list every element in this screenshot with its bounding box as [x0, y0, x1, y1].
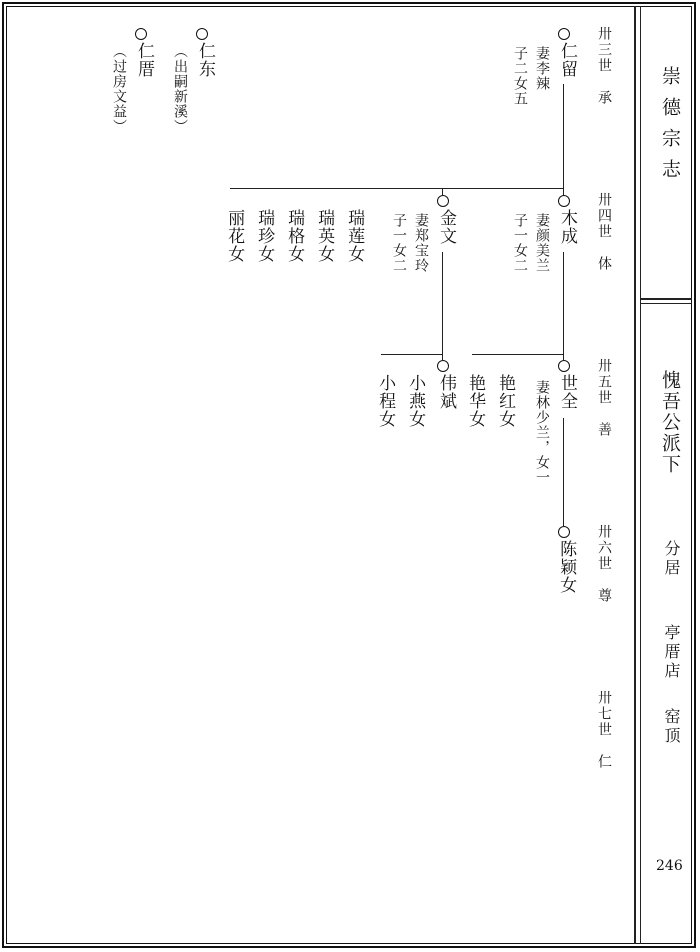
person-name-mucheng: 木成	[557, 209, 577, 245]
sidebar-divider-horizontal-thin	[641, 303, 692, 304]
daughter-ruiying: 瑞英女	[314, 209, 335, 263]
gen33-char: 承	[596, 90, 612, 106]
sidebar-divider-horizontal	[641, 298, 692, 300]
lineage-line-jinwen-down	[442, 252, 443, 360]
person-note-renliu-2: 子二女五	[512, 46, 528, 106]
daughter-yanhong: 艳红女	[495, 374, 516, 428]
daughter-ruizhen: 瑞珍女	[254, 209, 275, 263]
branch-title: 愧吾公派下	[659, 370, 681, 475]
gen34-char: 体	[596, 256, 612, 272]
person-note-renhu: （过房文益）	[111, 44, 127, 134]
person-marker-renliu	[558, 28, 570, 40]
person-name-renhu: 仁厝	[134, 42, 154, 78]
daughter-xiaoyan: 小燕女	[405, 374, 426, 428]
person-name-weibin: 伟斌	[436, 374, 456, 410]
person-marker-mucheng	[558, 195, 570, 207]
daughter-xiaocheng: 小程女	[375, 374, 396, 428]
person-marker-jinwen	[437, 195, 449, 207]
residence-label: 分居	[662, 540, 681, 578]
person-marker-renhu	[135, 28, 147, 40]
gen37-char: 仁	[596, 754, 612, 770]
person-marker-chenying	[558, 526, 570, 538]
lineage-line-gen34-horizontal	[230, 188, 564, 189]
gen33-label: 卅三世	[596, 26, 612, 74]
person-note-shiquan: 妻林少兰，女一	[534, 380, 550, 485]
person-note-mucheng-1: 妻颜美兰	[534, 213, 550, 273]
person-name-shiquan: 世全	[557, 374, 577, 410]
sidebar-divider-left	[634, 6, 636, 944]
gen35-label: 卅五世	[596, 358, 612, 406]
person-note-mucheng-2: 子一女二	[512, 213, 528, 273]
gen36-char: 尊	[596, 588, 612, 604]
daughter-ruilian: 瑞莲女	[344, 209, 365, 263]
gen34-label: 卅四世	[596, 192, 612, 240]
person-marker-shiquan	[558, 360, 570, 372]
lineage-line-to-mucheng	[563, 188, 564, 195]
lineage-line-to-jinwen	[442, 188, 443, 195]
lineage-line-shiquan-down	[563, 418, 564, 526]
page-number: 246	[656, 858, 683, 874]
residence-1: 亭厝店	[662, 624, 681, 681]
gen36-label: 卅六世	[596, 524, 612, 572]
book-title: 崇德宗志	[659, 66, 681, 190]
lineage-line-jinwen-horizontal	[381, 354, 443, 355]
person-marker-rendong	[196, 28, 208, 40]
person-note-jinwen-2: 子一女二	[391, 213, 407, 273]
person-name-jinwen: 金文	[436, 209, 456, 245]
daughter-ruige: 瑞格女	[284, 209, 305, 263]
gen35-char: 善	[596, 422, 612, 438]
daughter-yanhua: 艳华女	[465, 374, 486, 428]
person-name-chenying: 陈颖女	[556, 540, 577, 594]
person-note-rendong: （出嗣新溪）	[172, 44, 188, 134]
lineage-line-mucheng-horizontal	[472, 354, 564, 355]
residence-2: 窑顶	[662, 708, 681, 746]
sidebar-divider-left-thin	[640, 6, 641, 944]
person-note-jinwen-1: 妻郑宝玲	[413, 213, 429, 273]
person-name-renliu: 仁留	[557, 42, 577, 78]
gen37-label: 卅七世	[596, 690, 612, 738]
lineage-line-mucheng-down	[563, 252, 564, 360]
daughter-lihua: 丽花女	[224, 209, 245, 263]
person-name-rendong: 仁东	[195, 42, 215, 78]
lineage-line-renliu-down	[563, 84, 564, 188]
page-border-inner	[6, 6, 692, 944]
person-note-renliu-1: 妻李辣	[534, 46, 550, 91]
person-marker-weibin	[437, 360, 449, 372]
